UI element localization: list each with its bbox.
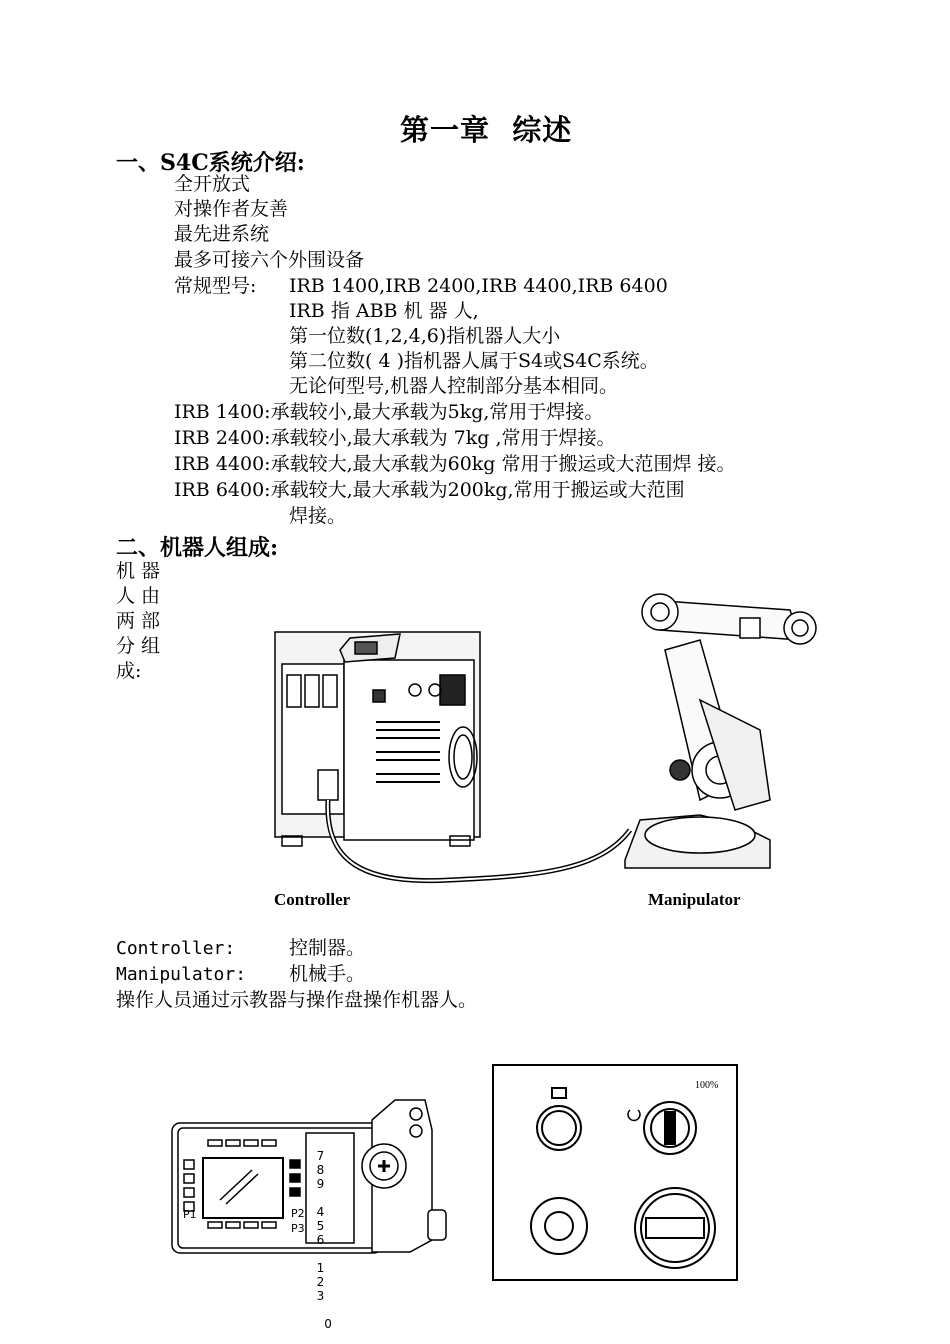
keypad-key: 5 (316, 1219, 325, 1233)
key-p2: P2 (291, 1207, 305, 1220)
manipulator-label: Manipulator (648, 890, 741, 909)
models-label: 常规型号: (174, 275, 257, 297)
key-p3: P3 (291, 1222, 305, 1235)
model-note-3: 第二位数( 4 )指机器人属于S4或S4C系统。 (289, 350, 659, 372)
keypad-key: 8 (316, 1163, 325, 1177)
keypad-key: 7 (316, 1149, 325, 1163)
term-controller: Controller: (116, 938, 236, 959)
model-note-1: IRB 指 ABB 机 器 人, (289, 300, 479, 322)
keypad-key: 0 (324, 1317, 332, 1331)
model-detail-1400: IRB 1400:承载较小,最大承载为5kg,常用于焊接。 (174, 401, 604, 423)
keypad-key: 2 (316, 1275, 325, 1289)
feature-3: 最先进系统 (174, 223, 270, 245)
operator-panel-frame (493, 1065, 737, 1280)
side-text-5: 成: (116, 660, 142, 682)
model-note-2: 第一位数(1,2,4,6)指机器人大小 (289, 325, 561, 347)
feature-4: 最多可接六个外围设备 (174, 249, 365, 271)
controller-label: Controller (274, 890, 351, 909)
term-manipulator-meaning: 机械手。 (289, 963, 366, 985)
key-p1: P1 (183, 1208, 197, 1221)
operation-note: 操作人员通过示教器与操作盘操作机器人。 (116, 989, 478, 1011)
keypad-key: 3 (316, 1289, 325, 1303)
keypad-key: 6 (316, 1233, 325, 1247)
term-manipulator: Manipulator: (116, 964, 247, 985)
model-detail-2400: IRB 2400:承载较小,最大承载为 7kg ,常用于焊接。 (174, 427, 616, 449)
keypad-key: 9 (316, 1177, 325, 1191)
term-controller-meaning: 控制器。 (289, 937, 366, 959)
side-text-4: 分 组 (116, 635, 161, 657)
section-2-heading: 二、机器人组成: (116, 535, 279, 561)
keypad-key: 4 (316, 1205, 325, 1219)
model-detail-6400-cont: 焊接。 (289, 505, 347, 527)
feature-1: 全开放式 (174, 173, 251, 195)
emergency-stop-icon (531, 1198, 587, 1254)
page-title: 第一章 综述 (400, 113, 573, 147)
model-note-4: 无论何型号,机器人控制部分基本相同。 (289, 375, 619, 397)
motor-on-icon (552, 1088, 566, 1098)
side-text-3: 两 部 (116, 610, 161, 632)
side-text-2: 人 由 (116, 585, 161, 607)
speed-label: 100% (695, 1080, 719, 1091)
model-detail-6400: IRB 6400:承载较大,最大承载为200kg,常用于搬运或大范围 (174, 479, 685, 501)
keypad-key: 1 (316, 1261, 325, 1275)
models-value: IRB 1400,IRB 2400,IRB 4400,IRB 6400 (289, 275, 668, 297)
feature-2: 对操作者友善 (174, 198, 289, 220)
model-detail-4400: IRB 4400:承载较大,最大承载为60kg 常用于搬运或大范围焊 接。 (174, 453, 736, 475)
side-text-1: 机 器 (116, 560, 161, 582)
section-1-heading: 一、S4C系统介绍: (116, 150, 305, 176)
